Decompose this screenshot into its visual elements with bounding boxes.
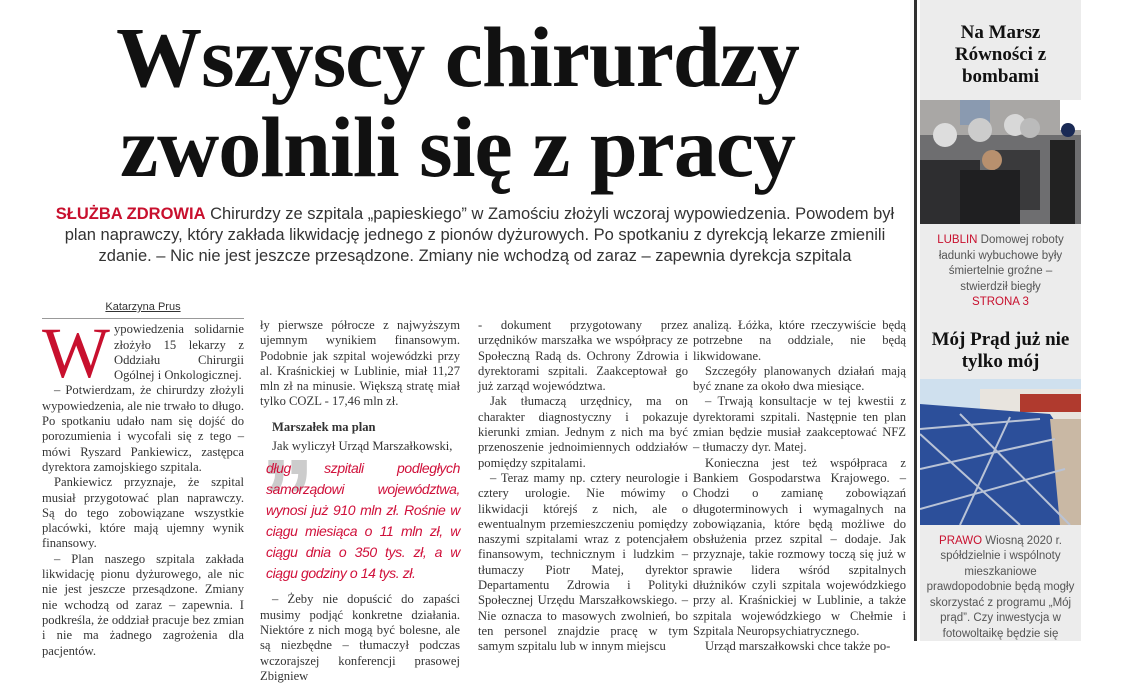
solar-panels-image: [920, 379, 1081, 525]
paragraph: – Trwają konsultacje w tej kwestii z dyrektorami szpitali. Następnie ten plan zmian będzie musiał zaakceptować NFZ – tłumaczy dyr. Matej.: [693, 394, 906, 455]
paragraph: analizą. Łóżka, które rzeczywiście będą potrzebne na oddziale, nie będą likwidowane.: [693, 318, 906, 363]
quote-mark-icon: ”: [260, 437, 315, 561]
article-deck: [40, 204, 910, 267]
deck-text: Chirurdzy ze szpitala „papieskiego” w Zamościu złożyli wczoraj wypowiedzenia. Powodem był plan naprawczy, który zakłada likwidację jednego z pionów dyżurowych. Po spotkaniu z dyrekcją lekarze zmienili zdanie. – Nic nie jest jeszcze przesądzone. Zmiany nie wchodzą od zaraz – zapewnia dyrekcja szpitala: [64, 205, 895, 265]
police-photo-image: [920, 100, 1081, 224]
article-column-3: [478, 318, 688, 655]
paragraph: Urząd marszałkowski chce także po-: [705, 639, 891, 654]
paragraph: Konieczna jest też współpraca z Bankiem Gospodarstwa Krajowego. – Chodzi o zamianę zobowiązań długoterminowych i wymagalnych na zobowiązania, które będą możliwe do obsłużenia przez szpital – dodaje. Jak przyznaje, takie rozmowy toczą się już w sprawie lidera wśród szpitalnych dłużników czyli szpitala wojewódzkiego przy al. Kraśnickiej w Lublinie, a także szpitala wojewódzkiego w Chełmie i Szpitala Neuropsychiatrycznego.: [693, 455, 906, 638]
deck-kicker: SŁUŻBA ZDROWIA: [55, 205, 206, 223]
sidebar-story-title: Na Marsz Równości z bombami: [954, 22, 1047, 87]
sidebar-story-moj-prad[interactable]: [920, 315, 1081, 647]
story-kicker: PRAWO: [939, 534, 983, 547]
story-text: Wiosną 2020 r. spółdzielnie i wspólnoty mieszkaniowe prawdopodobnie będą mogły skorzystać z programu „Mój prąd”. Czy inwestycja w fotowoltaikę będzie się: [926, 534, 1075, 640]
story-text: Domowej roboty ładunki wybuchowe były śmiertelnie groźne – stwierdził biegły: [938, 234, 1064, 293]
paragraph: Jak wyliczył Urząd Marszałkowski,: [272, 439, 453, 454]
paragraph: ypowiedzenia solidarnie złożyło 15 lekarzy z Oddziału Chirurgii Ogólnej i Onkologicznej.: [113, 322, 244, 383]
paragraph: Szczegóły planowanych działań mają być znane za około dwa miesiące.: [693, 363, 906, 394]
paragraph: – Żeby nie dopuścić do zapaści musimy podjąć konkretne działania. Niektóre z nich mogą być bolesne, ale są niezbędne – tłumaczył podczas wczorajszej konferencji prasowej Zbigniew: [260, 592, 460, 683]
paragraph: Pankiewicz przyznaje, że szpital musiał przygotować plan naprawczy. Są do tego zobowiązane wszystkie placówki, które mają ujemny wynik finansowy.: [42, 475, 244, 551]
page-reference[interactable]: STRONA 3: [972, 296, 1029, 308]
article-column-1: [42, 300, 244, 659]
subheading: Marszałek ma plan: [272, 419, 376, 434]
sidebar-story-marsz[interactable]: [920, 0, 1081, 315]
paragraph: – Plan naszego szpitala zakłada likwidację pionu dyżurowego, ale nic nie jest jeszcze przesądzone. Zmiany nie wchodzą od zaraz – zapewnia. I podkreśla, że oddział pracuje bez zmian i nie ma żadnego zagrożenia dla pacjentów.: [42, 551, 244, 658]
sidebar-story-summary: [920, 229, 1081, 315]
byline: Katarzyna Prus: [42, 300, 244, 319]
sidebar-story-summary: [920, 530, 1081, 647]
paragraph: – Potwierdzam, że chirurdzy złożyli wypowiedzenia, ale nie trwało to długo. Po spotkaniu udało nam się dojść do porozumienia i wycofali się z tego – mówi Ryszard Pankiewicz, zastępca dyrektora zamojskiego szpitala.: [42, 383, 244, 474]
headline-line-2: zwolnili się z pracy: [119, 99, 796, 195]
sidebar: [920, 0, 1081, 641]
paragraph: Jak tłumaczą urzędnicy, ma on charakter diagnostyczny i pokazuje kierunki zmian. Jednym z nich ma być przenoszenie jednoimiennych oddziałów pomiędzy szpitalami.: [478, 394, 688, 470]
column-divider: [914, 0, 917, 641]
article-column-4: [693, 318, 906, 655]
drop-cap: W: [42, 313, 110, 394]
sidebar-story-title: Mój Prąd już nie tylko mój: [931, 328, 1070, 372]
headline-line-1: Wszyscy chirurdzy: [116, 9, 799, 105]
paragraph: – Teraz mamy np. cztery neurologie i cztery urologie. Nie mówimy o likwidacji którejś z nich, ale o ewentualnym przemieszczeniu pomiędzy naszymi szpitalami wraz z potencjałem finansowym, technicznym i ludzkim – tłumaczy Piotr Matej, dyrektor Departamentu Zdrowia i Polityki Społecznej Urzędu Marszałkowskiego. – Nie oznacza to masowych zwolnień, bo ten personel znajdzie pracę w tym samym szpitalu lub w innym miejscu: [478, 470, 688, 654]
article-column-2: [260, 318, 460, 684]
pull-quote-text: dług szpitali podległych samorządowi województwa, wynosi już 910 mln zł. Rośnie w ciągu miesiąca o 11 mln zł, w ciągu dnia o 350 tys. zł, a w ciągu godziny o 14 tys. zł.: [266, 460, 460, 582]
paragraph: - dokument przygotowany przez urzędników marszałka we współpracy ze Społeczną Radą ds. Ochrony Zdrowia i dyrektorami szpitali. Zaakceptował go już zarząd województwa.: [478, 318, 688, 394]
paragraph: ły pierwsze półrocze z najwyższym ujemnym wynikiem finansowym. Podobnie jak szpital wojewódzki przy al. Kraśnickiej w Lublinie, miał 11,27 mln zł na minusie. Większą stratę miał tylko COZL - 17,46 mln zł.: [260, 318, 460, 409]
story-kicker: LUBLIN: [937, 234, 978, 246]
